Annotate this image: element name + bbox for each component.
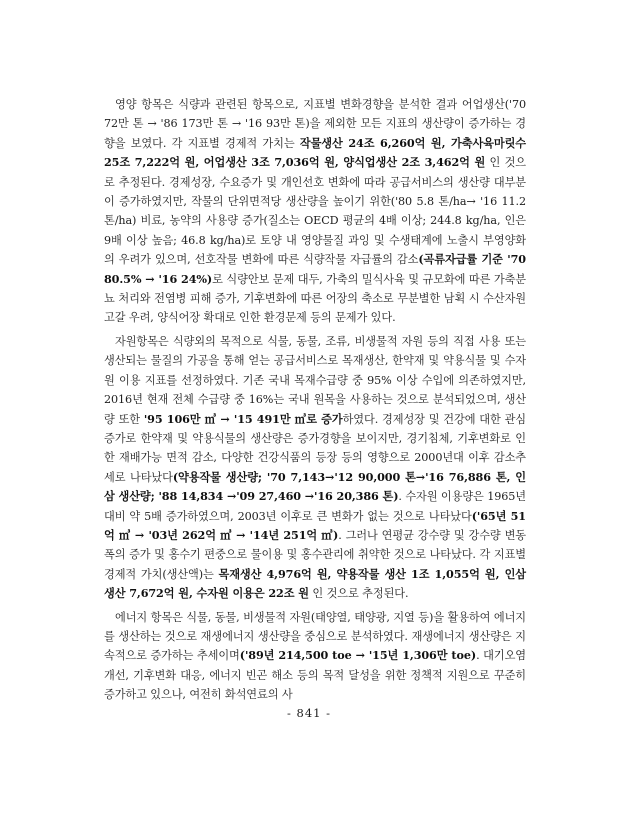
text-run: 로 식량안보 문제 대두, 가축의 밀식사육 및 규모화에 따른 가축분뇨 처리와 전염병 피해 증가, 기후변화에 따른 어장의 축소로 무분별한 남획 시 수산자원 고갈 우려, 양식어장 확대로 인한 환경문제 등의 문제가 있다.	[104, 272, 527, 325]
bold-text-run: ('65년 51억 ㎥ → '03년 262억 ㎥ → '14년 251억 ㎥)	[104, 508, 526, 542]
text-run: . 그러나 연평균 강수량 및 강수량 변동폭의 증가 및 홍수기 편중으로 물이용 및 홍수관리에 취약한 것으로 나타났다. 각 지표별 경제적 가치(생산액)는	[104, 528, 526, 581]
text-run: 인 것으로 추정된다. 경제성장, 수요증가 및 개인선호 변화에 따라 공급서비스의 생산량 대부분이 증가하였지만, 작물의 단위면적당 생산량을 높이기 위한('80 5.8 톤/ha→ '16 11.2 톤/ha) 비료, 농약의 사용량 증가(질소는 OECD 평균의 4배 이상; 244.8 kg/ha, 인은 9배 이상 높음; 46.8 kg/ha)로 토양 내 영양물질 과잉 및 수생태계에 노출시 부영양화의 우려가 있으며, 선호작물 변화에 따른 식량작물 자급률의 감소	[104, 156, 526, 267]
bold-text-run: 작물생산 24조 6,260억 원, 가축사육마릿수 25조 7,222억 원, 어업생산 3조 7,036억 원, 양식업생산 2조 3,462억 원	[104, 135, 526, 170]
paragraph-resources	[104, 332, 526, 604]
text-run: . 수자원 이용량은 1965년 대비 약 5배 증가하였으며, 2003년 이후로 큰 변화가 없는 것으로 나타났다	[104, 490, 526, 523]
text-run: 에너지 항목은 식물, 동물, 비생물적 자원(태양열, 태양광, 지열 등)을 활용하여 에너지를 생산하는 것으로 재생에너지 생산량을 중심으로 분석하였다. 재생에너지 생산량은 지속적으로 증가하는 추세이며	[104, 610, 526, 663]
paragraph-energy	[104, 608, 526, 705]
text-run: 영양 항목은 식량과 관련된 항목으로, 지표별 변화경향을 분석한 결과 어업생산('70 72만 톤 → '86 173만 톤 → '16 93만 톤)을 제외한 모든 지표의 생산량이 증가하는 경향을 보였다. 각 지표별 경제적 가치는	[104, 98, 526, 150]
body-text	[104, 95, 526, 705]
bold-text-run: (약용작물 생산량; '70 7,143→'12 90,000 톤→'16 76,886 톤, 인삼 생산량; '88 14,834 →'09 27,460 →'16 20,386 톤)	[104, 469, 526, 504]
text-run: 인 것으로 추정된다.	[308, 587, 409, 601]
page-number: - 841 -	[286, 706, 332, 720]
text-run: . 대기오염 개선, 기후변화 대응, 에너지 빈곤 해소 등의 목적 달성을 위한 정책적 지원으로 꾸준히 증가하고 있으나, 여전히 화석연료의 사	[104, 649, 526, 702]
paragraph-food	[104, 95, 526, 328]
bold-text-run: (곡류자급률 기준 '70 80.5% → '16 24%)	[104, 252, 526, 286]
bold-text-run: ('89년 214,500 toe → '15년 1,306만 toe)	[239, 648, 477, 663]
text-run: 하였다. 경제성장 및 건강에 대한 관심 증가로 한약재 및 약용식물의 생산량은 증가경향을 보이지만, 경기침체, 기후변화로 인한 재배가능 면적 감소, 다양한 건강식품의 등장 등의 영향으로 2000년대 이후 감소추세로 나타났다	[104, 412, 526, 484]
text-run: 자원항목은 식량외의 목적으로 식물, 동물, 조류, 비생물적 자원 등의 직접 사용 또는 생산되는 물질의 가공을 통해 얻는 공급서비스로 목재생산, 한약재 및 약용식물 및 수자원 이용 지표를 선정하였다. 기존 국내 목재수급량 중 95% 이상 수입에 의존하였지만, 2016년 현재 전체 수급량 중 16%는 국내 원목을 사용하는 것으로 분석되었으며, 생산량 또한	[104, 334, 526, 426]
bold-text-run: '95 106만 ㎥ → '15 491만 ㎥로 증가	[143, 411, 343, 426]
bold-text-run: 목재생산 4,976억 원, 약용작물 생산 1조 1,055억 원, 인삼 생산 7,672억 원, 수자원 이용은 22조 원	[104, 566, 526, 601]
